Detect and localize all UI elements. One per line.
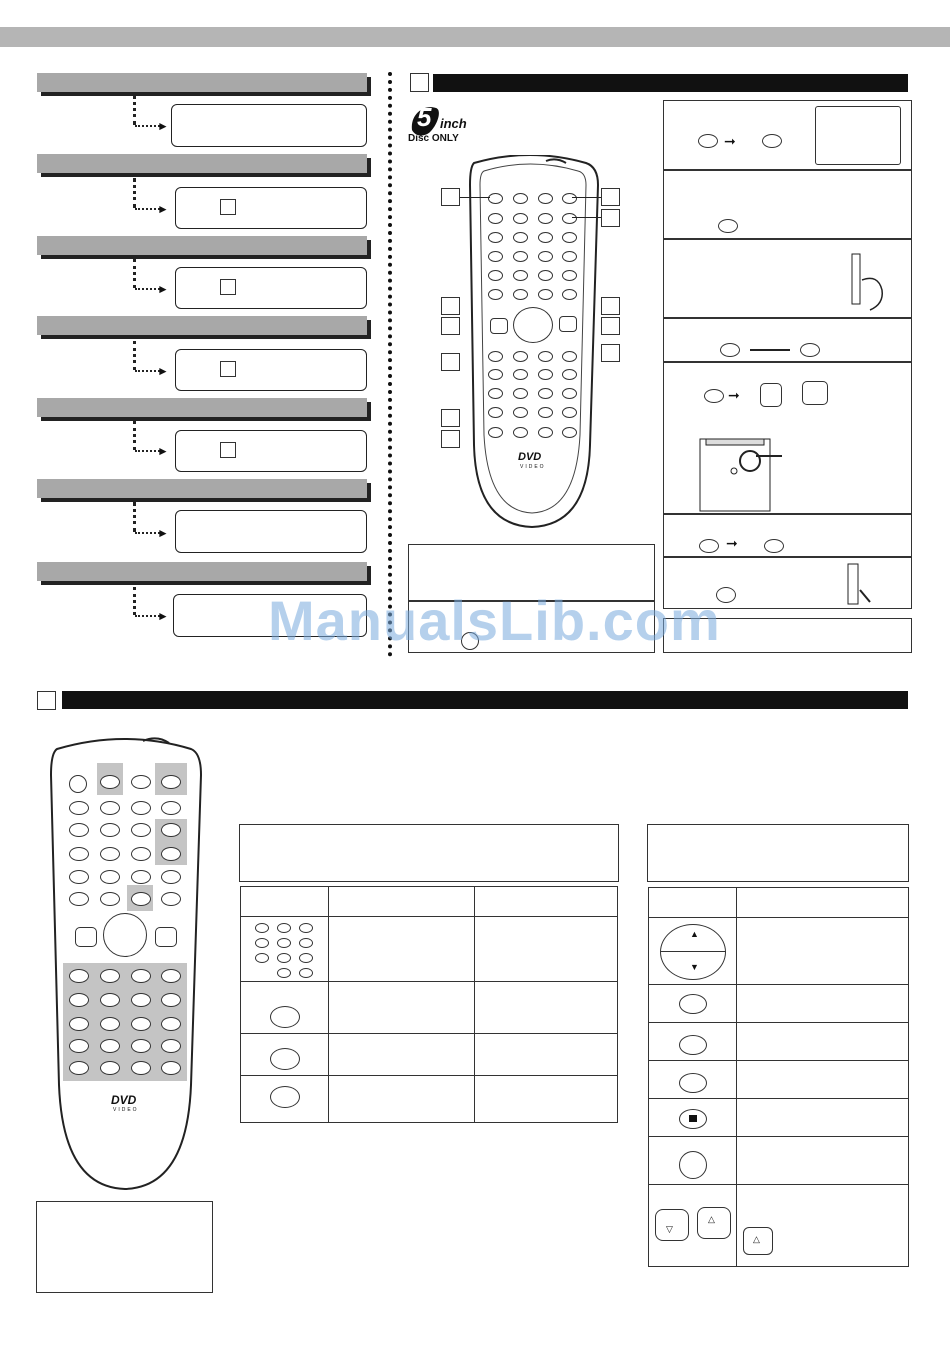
number-button bbox=[255, 938, 269, 948]
remote-button[interactable] bbox=[562, 232, 577, 243]
remote-button[interactable] bbox=[562, 407, 577, 418]
remote-button[interactable] bbox=[538, 251, 553, 262]
remote-button[interactable] bbox=[538, 369, 553, 380]
number-button bbox=[255, 953, 269, 963]
flow-connector bbox=[133, 259, 136, 288]
button-icon bbox=[270, 1086, 300, 1108]
number-button bbox=[277, 968, 291, 978]
up-triangle-icon: △ bbox=[708, 1214, 715, 1224]
up-triangle-icon: △ bbox=[753, 1234, 760, 1244]
remote-button[interactable] bbox=[488, 427, 503, 438]
arrow-right-icon: ➞ bbox=[724, 133, 736, 149]
remote-button[interactable] bbox=[100, 870, 120, 884]
remote-button[interactable] bbox=[100, 823, 120, 837]
table-row bbox=[648, 984, 737, 1023]
number-button bbox=[255, 923, 269, 933]
remote-button[interactable] bbox=[69, 1061, 89, 1075]
column-divider bbox=[388, 72, 392, 657]
flow-result-box bbox=[175, 267, 367, 309]
remote-button[interactable] bbox=[69, 969, 89, 983]
remote-button[interactable] bbox=[562, 213, 577, 224]
up-triangle-button[interactable] bbox=[559, 316, 577, 332]
table-cell bbox=[736, 984, 909, 1023]
dvd-logo: DVD bbox=[111, 1093, 137, 1107]
flow-header bbox=[37, 398, 367, 417]
remote-button[interactable] bbox=[488, 193, 503, 204]
table-header-cell bbox=[648, 887, 737, 918]
table-cell bbox=[474, 1033, 618, 1076]
remote-button[interactable] bbox=[131, 801, 151, 815]
table-cell bbox=[736, 1136, 909, 1185]
remote-button[interactable] bbox=[69, 847, 89, 861]
table-cell bbox=[474, 981, 618, 1034]
step-panel bbox=[663, 100, 912, 170]
flow-result-box bbox=[175, 349, 367, 391]
page-top-bar bbox=[0, 27, 950, 47]
flow-connector bbox=[133, 502, 136, 532]
callout-box bbox=[601, 188, 620, 206]
arrow-right-icon: ► bbox=[157, 526, 169, 540]
arrow-right-icon: ► bbox=[157, 119, 169, 133]
eject-button[interactable] bbox=[562, 193, 577, 204]
table-row bbox=[240, 1033, 329, 1076]
remote-button[interactable] bbox=[488, 270, 503, 281]
down-triangle-icon: ▼ bbox=[690, 962, 699, 972]
remote-button[interactable] bbox=[538, 388, 553, 399]
disc-size-unit: inch bbox=[440, 116, 467, 131]
remote-button[interactable] bbox=[69, 870, 89, 884]
down-triangle-button[interactable] bbox=[490, 318, 508, 334]
callout-box bbox=[601, 297, 620, 315]
play-button[interactable] bbox=[100, 1039, 120, 1053]
number-button bbox=[299, 923, 313, 933]
dvd-logo-sub: VIDEO bbox=[113, 1107, 139, 1113]
step-panel bbox=[663, 514, 912, 557]
player-front-panel bbox=[698, 437, 778, 513]
number-button bbox=[299, 953, 313, 963]
remote-button[interactable] bbox=[131, 870, 151, 884]
remote-button[interactable] bbox=[161, 870, 181, 884]
note-panel bbox=[36, 1201, 213, 1293]
remote-button[interactable] bbox=[100, 1017, 120, 1031]
remote-button[interactable] bbox=[488, 351, 503, 362]
table-row bbox=[648, 1136, 737, 1185]
dvd-logo-sub: VIDEO bbox=[520, 464, 546, 470]
table-row bbox=[648, 1022, 737, 1061]
stop-button[interactable] bbox=[100, 892, 120, 906]
eject-button[interactable] bbox=[161, 775, 181, 789]
table-cell bbox=[474, 916, 618, 982]
remote-button[interactable] bbox=[562, 289, 577, 300]
table-cell bbox=[328, 1075, 475, 1123]
button-icon bbox=[679, 1151, 707, 1179]
table-cell bbox=[736, 1098, 909, 1137]
number-button bbox=[277, 923, 291, 933]
step-number-box bbox=[220, 279, 236, 295]
stop-icon bbox=[704, 389, 724, 403]
watermark: ManualsLib.com bbox=[268, 589, 721, 652]
remote-button[interactable] bbox=[488, 369, 503, 380]
remote-button[interactable] bbox=[538, 351, 553, 362]
stop-button[interactable] bbox=[100, 1061, 120, 1075]
stop-icon bbox=[764, 539, 784, 553]
table-cell bbox=[736, 1060, 909, 1099]
table-cell bbox=[328, 1033, 475, 1076]
callout-line bbox=[572, 217, 601, 218]
remote-button[interactable] bbox=[538, 427, 553, 438]
flow-result-box bbox=[175, 510, 367, 553]
button-icon bbox=[679, 1035, 707, 1055]
setup-icon bbox=[699, 539, 719, 553]
table-header-cell bbox=[328, 886, 475, 917]
callout-box bbox=[441, 317, 460, 335]
remote-button[interactable] bbox=[562, 351, 577, 362]
callout-box bbox=[601, 317, 620, 335]
table-header-cell bbox=[474, 886, 618, 917]
remote-button[interactable] bbox=[562, 251, 577, 262]
disc-size-number: 5 bbox=[417, 102, 432, 132]
section-number-box bbox=[37, 691, 56, 710]
remote-button[interactable] bbox=[131, 1017, 151, 1031]
remote-button[interactable] bbox=[131, 1039, 151, 1053]
remote-button[interactable] bbox=[100, 801, 120, 815]
down-triangle-icon bbox=[760, 383, 782, 407]
section-header-bar bbox=[433, 74, 908, 92]
remote-button[interactable] bbox=[488, 251, 503, 262]
callout-line bbox=[460, 197, 490, 198]
callout-box bbox=[441, 188, 460, 206]
remote-button[interactable] bbox=[538, 407, 553, 418]
navigation-pad[interactable] bbox=[513, 307, 553, 343]
remote-button[interactable] bbox=[562, 369, 577, 380]
callout-box bbox=[601, 344, 620, 362]
remote-button[interactable] bbox=[538, 193, 553, 204]
table-row bbox=[240, 1075, 329, 1123]
step-number-box bbox=[220, 361, 236, 377]
remote-button[interactable] bbox=[131, 993, 151, 1007]
flow-header bbox=[37, 154, 367, 173]
arrow-right-icon: ► bbox=[157, 609, 169, 623]
flow-connector bbox=[133, 421, 136, 450]
flow-header bbox=[37, 479, 367, 498]
remote-button[interactable] bbox=[513, 193, 528, 204]
remote-button[interactable] bbox=[131, 969, 151, 983]
remote-button[interactable] bbox=[513, 213, 528, 224]
table-caption-box bbox=[239, 824, 619, 882]
callout-box bbox=[601, 209, 620, 227]
step-panel bbox=[663, 362, 912, 514]
flow-result-box bbox=[171, 104, 367, 147]
flow-connector bbox=[133, 587, 136, 615]
down-triangle-icon: ▽ bbox=[666, 1224, 673, 1234]
step-number-box bbox=[220, 199, 236, 215]
flow-result-box bbox=[175, 430, 367, 472]
remote-button[interactable] bbox=[69, 1017, 89, 1031]
callout-box bbox=[441, 353, 460, 371]
table-cell bbox=[328, 916, 475, 982]
down-triangle-button[interactable] bbox=[75, 927, 97, 947]
disc-insert-icon bbox=[848, 250, 892, 316]
remote-button[interactable] bbox=[161, 823, 181, 837]
table-header-cell bbox=[736, 887, 909, 918]
callout-box bbox=[441, 409, 460, 427]
remote-button[interactable] bbox=[131, 823, 151, 837]
number-button bbox=[299, 938, 313, 948]
button-icon bbox=[762, 134, 782, 148]
pointer-line bbox=[756, 455, 782, 457]
flow-header bbox=[37, 73, 367, 92]
remote-button[interactable] bbox=[538, 232, 553, 243]
remote-button[interactable] bbox=[131, 775, 151, 789]
stop-button[interactable] bbox=[513, 289, 528, 300]
remote-button[interactable] bbox=[69, 823, 89, 837]
arrow-right-icon: ► bbox=[157, 282, 169, 296]
remote-button[interactable] bbox=[513, 369, 528, 380]
remote-button[interactable] bbox=[488, 388, 503, 399]
flow-header bbox=[37, 562, 367, 581]
up-triangle-icon: ▲ bbox=[690, 929, 699, 939]
remote-button[interactable] bbox=[69, 801, 89, 815]
remote-button[interactable] bbox=[131, 1061, 151, 1075]
remote-control-diagram bbox=[440, 155, 625, 540]
remote-button[interactable] bbox=[562, 388, 577, 399]
flow-connector bbox=[133, 341, 136, 370]
navigation-pad[interactable] bbox=[103, 913, 147, 957]
flow-connector bbox=[133, 95, 136, 125]
remote-button[interactable] bbox=[161, 1017, 181, 1031]
remote-button[interactable] bbox=[131, 847, 151, 861]
pad-divider bbox=[660, 951, 726, 952]
step-panel bbox=[663, 170, 912, 239]
section-number-box bbox=[410, 73, 429, 92]
arrow-right-icon: ➞ bbox=[728, 387, 740, 403]
remote-button[interactable] bbox=[161, 969, 181, 983]
remote-button[interactable] bbox=[100, 775, 120, 789]
callout-box bbox=[441, 430, 460, 448]
table-row bbox=[648, 1098, 737, 1137]
remote-button[interactable] bbox=[562, 270, 577, 281]
callout-box bbox=[441, 297, 460, 315]
remote-button[interactable] bbox=[100, 847, 120, 861]
remote-button[interactable] bbox=[161, 1061, 181, 1075]
setup-button[interactable] bbox=[538, 289, 553, 300]
remote-highlight-diagram bbox=[45, 735, 205, 1200]
table-row bbox=[240, 916, 329, 982]
disc-eject-icon bbox=[840, 562, 880, 608]
remote-button[interactable] bbox=[538, 270, 553, 281]
pause-button[interactable] bbox=[69, 1039, 89, 1053]
button-icon bbox=[679, 1073, 707, 1093]
table-row bbox=[648, 1060, 737, 1099]
arrow-right-icon: ➞ bbox=[726, 535, 738, 551]
arrow-right-icon: ► bbox=[157, 364, 169, 378]
remote-button[interactable] bbox=[69, 993, 89, 1007]
remote-button[interactable] bbox=[488, 213, 503, 224]
remote-button[interactable] bbox=[488, 232, 503, 243]
table-row bbox=[648, 917, 737, 985]
remote-button[interactable] bbox=[161, 847, 181, 861]
button-icon bbox=[679, 994, 707, 1014]
remote-button[interactable] bbox=[513, 270, 528, 281]
remote-button[interactable] bbox=[538, 213, 553, 224]
table-cell bbox=[328, 981, 475, 1034]
table-cell bbox=[736, 1022, 909, 1061]
remote-button[interactable] bbox=[513, 251, 528, 262]
screen-preview bbox=[815, 106, 901, 165]
table-row bbox=[648, 1184, 737, 1267]
up-triangle-button[interactable] bbox=[155, 927, 177, 947]
remote-button[interactable] bbox=[513, 232, 528, 243]
stop-symbol bbox=[689, 1115, 697, 1122]
section-header-bar bbox=[62, 691, 908, 709]
callout-line bbox=[572, 197, 601, 198]
table-row bbox=[240, 981, 329, 1034]
remote-outline bbox=[440, 155, 625, 535]
remote-button[interactable] bbox=[161, 801, 181, 815]
remote-button[interactable] bbox=[69, 892, 89, 906]
flow-connector bbox=[133, 178, 136, 208]
remote-button[interactable] bbox=[69, 775, 87, 793]
remote-button[interactable] bbox=[161, 1039, 181, 1053]
arrow-right-icon: ► bbox=[157, 444, 169, 458]
play-button[interactable] bbox=[513, 407, 528, 418]
remote-button[interactable] bbox=[100, 969, 120, 983]
step-panel bbox=[663, 318, 912, 362]
button-icon bbox=[270, 1006, 300, 1028]
number-button bbox=[299, 968, 313, 978]
table-header-cell bbox=[240, 886, 329, 917]
flow-header bbox=[37, 316, 367, 335]
step-panel bbox=[663, 239, 912, 318]
remote-button[interactable] bbox=[488, 289, 503, 300]
setup-button[interactable] bbox=[131, 892, 151, 906]
remote-button[interactable] bbox=[161, 892, 181, 906]
table-cell bbox=[736, 917, 909, 985]
arrow-right-icon: ► bbox=[157, 202, 169, 216]
step-number-box bbox=[220, 442, 236, 458]
remote-button[interactable] bbox=[100, 993, 120, 1007]
remote-button[interactable] bbox=[161, 993, 181, 1007]
arrow-right-icon bbox=[750, 349, 790, 351]
setup-icon bbox=[720, 343, 740, 357]
remote-button[interactable] bbox=[513, 388, 528, 399]
flow-result-box bbox=[175, 187, 367, 229]
stop-button[interactable] bbox=[513, 427, 528, 438]
remote-button[interactable] bbox=[562, 427, 577, 438]
button-icon bbox=[718, 219, 738, 233]
dvd-logo: DVD bbox=[518, 451, 542, 463]
table-cell bbox=[474, 1075, 618, 1123]
number-button bbox=[277, 938, 291, 948]
table-cell bbox=[736, 1184, 909, 1267]
stop-icon bbox=[698, 134, 718, 148]
remote-button[interactable] bbox=[513, 351, 528, 362]
table-caption-box bbox=[647, 824, 909, 882]
button-icon bbox=[270, 1048, 300, 1070]
number-button bbox=[277, 953, 291, 963]
play-icon bbox=[800, 343, 820, 357]
disc-only-label: Disc ONLY bbox=[408, 133, 459, 144]
pause-button[interactable] bbox=[488, 407, 503, 418]
disc-size-badge bbox=[408, 104, 472, 153]
up-triangle-icon bbox=[802, 381, 828, 405]
flow-header bbox=[37, 236, 367, 255]
